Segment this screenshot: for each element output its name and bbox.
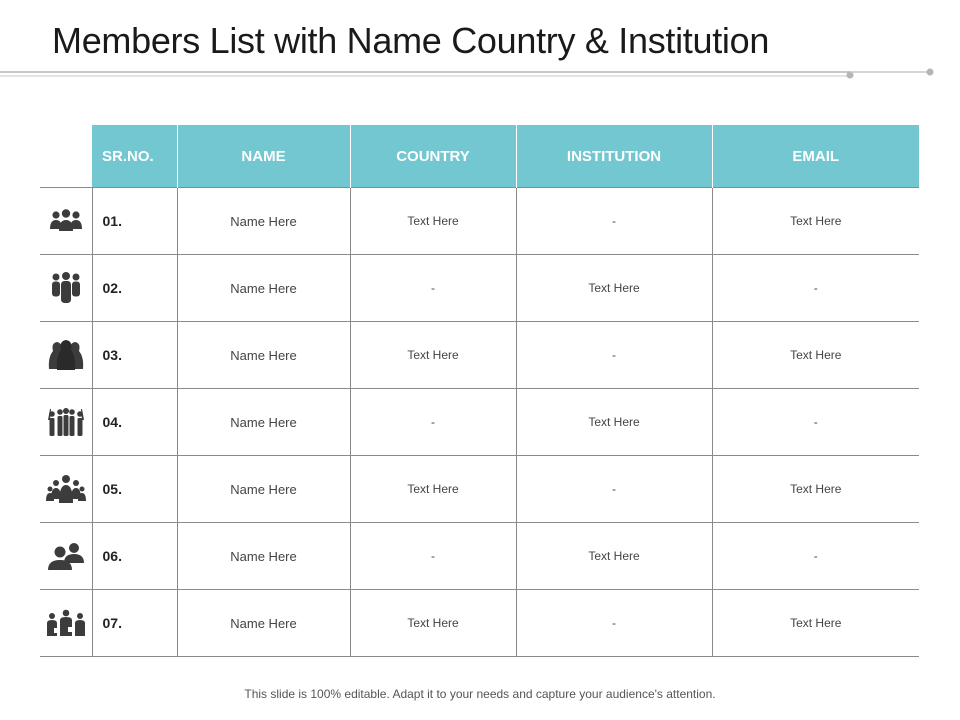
institution-cell: Text Here <box>516 523 712 590</box>
name-cell: Name Here <box>177 389 350 456</box>
table-row <box>40 322 919 389</box>
business-team-icon <box>46 608 86 638</box>
name-cell: Name Here <box>177 255 350 322</box>
institution-cell: Text Here <box>516 255 712 322</box>
header-corner <box>40 125 92 188</box>
country-cell: Text Here <box>350 590 516 657</box>
table-row <box>40 523 919 590</box>
header-srno: SR.NO. <box>92 125 177 188</box>
institution-cell: - <box>516 590 712 657</box>
country-cell: Text Here <box>350 456 516 523</box>
srno-cell: 01. <box>92 188 177 255</box>
table-row <box>40 590 919 657</box>
name-cell: Name Here <box>177 188 350 255</box>
srno-cell: 06. <box>92 523 177 590</box>
srno-cell: 05. <box>92 456 177 523</box>
team-group-icon <box>49 207 83 235</box>
title-underline <box>0 62 960 82</box>
crowd-icon <box>46 473 86 505</box>
name-cell: Name Here <box>177 322 350 389</box>
table-row <box>40 188 919 255</box>
name-cell: Name Here <box>177 523 350 590</box>
page-title: Members List with Name Country & Institution <box>52 20 770 61</box>
email-cell: Text Here <box>712 188 919 255</box>
country-cell: Text Here <box>350 322 516 389</box>
footer-note: This slide is 100% editable. Adapt it to your needs and capture your audience's attention. <box>244 687 716 701</box>
table-row <box>40 389 919 456</box>
email-cell: Text Here <box>712 590 919 657</box>
email-cell: Text Here <box>712 456 919 523</box>
institution-cell: - <box>516 456 712 523</box>
country-cell: - <box>350 389 516 456</box>
header-email: EMAIL <box>712 125 919 188</box>
header-institution: INSTITUTION <box>516 125 712 188</box>
three-people-icon <box>49 271 83 305</box>
email-cell: Text Here <box>712 322 919 389</box>
country-cell: Text Here <box>350 188 516 255</box>
header-row <box>40 125 919 188</box>
members-table <box>40 125 919 657</box>
country-cell: - <box>350 255 516 322</box>
institution-cell: Text Here <box>516 389 712 456</box>
women-group-icon <box>47 339 85 371</box>
header-country: COUNTRY <box>350 125 516 188</box>
couple-icon <box>47 541 85 571</box>
srno-cell: 04. <box>92 389 177 456</box>
table-row <box>40 456 919 523</box>
email-cell: - <box>712 523 919 590</box>
email-cell: - <box>712 389 919 456</box>
header-name: NAME <box>177 125 350 188</box>
institution-cell: - <box>516 322 712 389</box>
name-cell: Name Here <box>177 456 350 523</box>
people-cheering-icon <box>47 406 85 438</box>
institution-cell: - <box>516 188 712 255</box>
srno-cell: 07. <box>92 590 177 657</box>
email-cell: - <box>712 255 919 322</box>
name-cell: Name Here <box>177 590 350 657</box>
srno-cell: 02. <box>92 255 177 322</box>
srno-cell: 03. <box>92 322 177 389</box>
table-row <box>40 255 919 322</box>
country-cell: - <box>350 523 516 590</box>
